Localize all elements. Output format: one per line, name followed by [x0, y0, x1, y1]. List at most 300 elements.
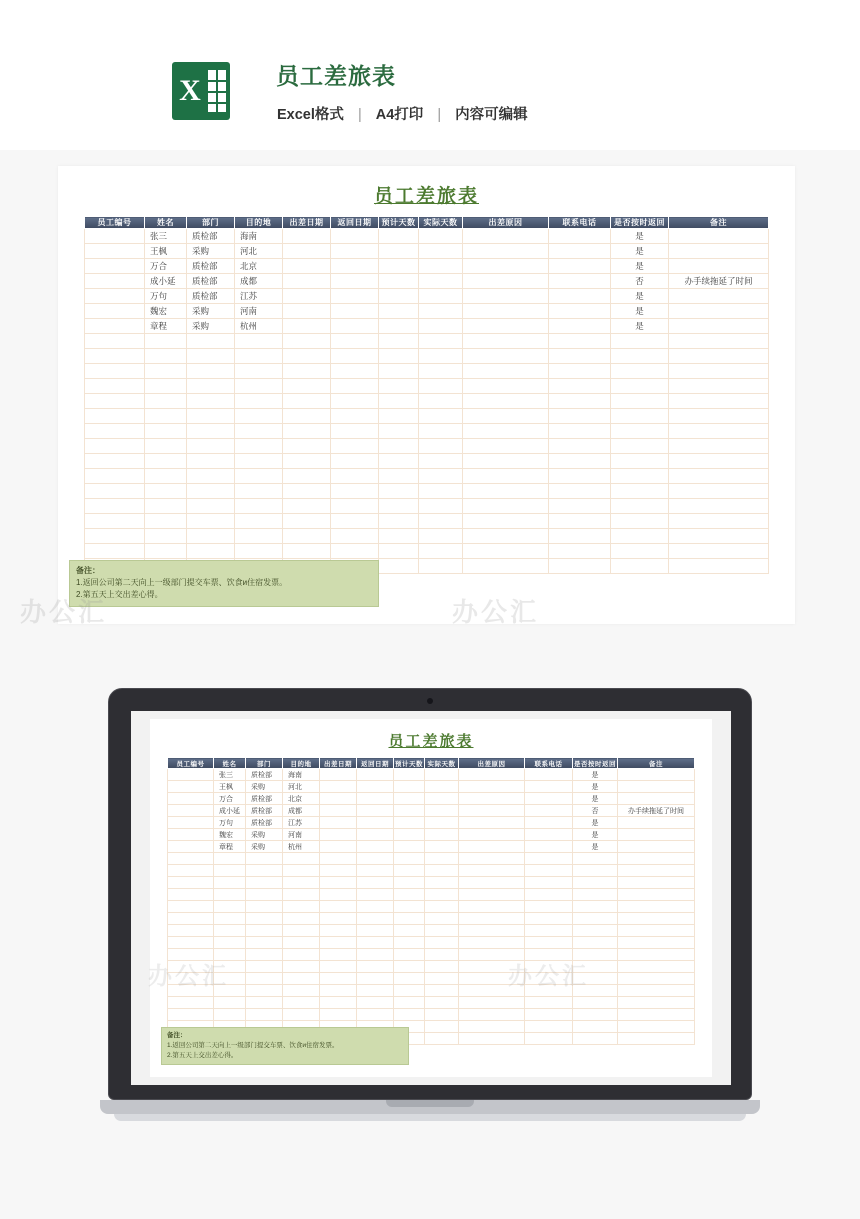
table-row-empty[interactable] — [168, 937, 695, 949]
table-cell-empty[interactable] — [573, 949, 618, 961]
table-cell-empty[interactable] — [246, 949, 283, 961]
table-cell-empty[interactable] — [283, 901, 320, 913]
table-cell-on_time[interactable]: 否 — [611, 274, 669, 289]
table-cell-empty[interactable] — [235, 439, 283, 454]
table-cell-plan_days[interactable] — [379, 229, 419, 244]
table-cell-empty[interactable] — [463, 454, 549, 469]
table-cell-empty[interactable] — [320, 985, 357, 997]
table-cell-empty[interactable] — [187, 529, 235, 544]
table-cell-plan_days[interactable] — [379, 244, 419, 259]
table-row-empty[interactable] — [85, 394, 769, 409]
table-cell-empty[interactable] — [419, 529, 463, 544]
table-cell-empty[interactable] — [549, 469, 611, 484]
table-cell-empty[interactable] — [187, 349, 235, 364]
table-cell-empty[interactable] — [463, 349, 549, 364]
table-cell-empty[interactable] — [320, 937, 357, 949]
table-cell-on_time[interactable]: 是 — [573, 817, 618, 829]
table-cell-dest[interactable]: 河南 — [235, 304, 283, 319]
table-cell-id[interactable] — [85, 304, 145, 319]
table-cell-empty[interactable] — [425, 985, 459, 997]
table-cell-empty[interactable] — [525, 901, 573, 913]
table-cell-empty[interactable] — [611, 364, 669, 379]
table-cell-empty[interactable] — [235, 349, 283, 364]
table-cell-empty[interactable] — [214, 973, 246, 985]
table-row-empty[interactable] — [85, 334, 769, 349]
table-cell-start[interactable] — [320, 817, 357, 829]
table-cell-empty[interactable] — [459, 997, 525, 1009]
table-cell-empty[interactable] — [669, 469, 769, 484]
table-cell-empty[interactable] — [168, 853, 214, 865]
table-cell-empty[interactable] — [214, 865, 246, 877]
table-cell-empty[interactable] — [573, 985, 618, 997]
table-cell-empty[interactable] — [320, 949, 357, 961]
table-cell-empty[interactable] — [357, 853, 394, 865]
table-cell-dept[interactable]: 采购 — [187, 319, 235, 334]
table-cell-empty[interactable] — [214, 925, 246, 937]
table-cell-dept[interactable]: 采购 — [246, 829, 283, 841]
table-cell-empty[interactable] — [379, 514, 419, 529]
table-cell-empty[interactable] — [283, 913, 320, 925]
table-cell-empty[interactable] — [549, 484, 611, 499]
table-cell-empty[interactable] — [214, 997, 246, 1009]
table-cell-empty[interactable] — [246, 961, 283, 973]
table-cell-empty[interactable] — [85, 469, 145, 484]
table-cell-empty[interactable] — [357, 913, 394, 925]
table-cell-empty[interactable] — [463, 424, 549, 439]
table-cell-reason[interactable] — [459, 793, 525, 805]
table-cell-empty[interactable] — [549, 424, 611, 439]
table-cell-empty[interactable] — [394, 985, 425, 997]
table-cell-empty[interactable] — [419, 439, 463, 454]
table-cell-name[interactable]: 张三 — [145, 229, 187, 244]
table-cell-empty[interactable] — [168, 913, 214, 925]
table-cell-empty[interactable] — [331, 544, 379, 559]
table-cell-empty[interactable] — [235, 334, 283, 349]
table-cell-plan_days[interactable] — [394, 829, 425, 841]
table-cell-empty[interactable] — [463, 409, 549, 424]
table-cell-empty[interactable] — [331, 529, 379, 544]
table-cell-id[interactable] — [168, 829, 214, 841]
table-cell-empty[interactable] — [425, 1033, 459, 1045]
table-cell-dept[interactable]: 采购 — [187, 304, 235, 319]
table-cell-empty[interactable] — [187, 514, 235, 529]
table-cell-empty[interactable] — [425, 913, 459, 925]
table-cell-empty[interactable] — [611, 559, 669, 574]
table-cell-name[interactable]: 章程 — [214, 841, 246, 853]
table-cell-empty[interactable] — [246, 877, 283, 889]
table-cell-remark[interactable] — [669, 244, 769, 259]
table-cell-empty[interactable] — [331, 349, 379, 364]
table-cell-end[interactable] — [357, 781, 394, 793]
table-cell-dest[interactable]: 海南 — [283, 769, 320, 781]
table-cell-remark[interactable]: 办手续拖延了时间 — [669, 274, 769, 289]
table-cell-dest[interactable]: 河北 — [235, 244, 283, 259]
table-cell-empty[interactable] — [419, 469, 463, 484]
table-cell-plan_days[interactable] — [394, 805, 425, 817]
table-cell-remark[interactable] — [618, 781, 695, 793]
table-cell-remark[interactable]: 办手续拖延了时间 — [618, 805, 695, 817]
table-cell-empty[interactable] — [246, 973, 283, 985]
table-cell-empty[interactable] — [214, 1009, 246, 1021]
table-cell-phone[interactable] — [525, 829, 573, 841]
table-cell-empty[interactable] — [283, 499, 331, 514]
table-cell-name[interactable]: 张三 — [214, 769, 246, 781]
table-cell-plan_days[interactable] — [394, 793, 425, 805]
table-cell-empty[interactable] — [463, 499, 549, 514]
table-cell-empty[interactable] — [618, 1009, 695, 1021]
table-cell-empty[interactable] — [463, 559, 549, 574]
table-row[interactable] — [168, 805, 695, 817]
table-cell-start[interactable] — [320, 805, 357, 817]
table-cell-empty[interactable] — [246, 997, 283, 1009]
table-cell-empty[interactable] — [669, 394, 769, 409]
table-cell-end[interactable] — [331, 244, 379, 259]
table-cell-empty[interactable] — [394, 853, 425, 865]
table-cell-empty[interactable] — [611, 499, 669, 514]
table-cell-empty[interactable] — [549, 499, 611, 514]
table-row[interactable] — [168, 841, 695, 853]
table-cell-empty[interactable] — [669, 529, 769, 544]
table-row[interactable] — [85, 229, 769, 244]
table-cell-empty[interactable] — [331, 499, 379, 514]
table-row[interactable] — [168, 793, 695, 805]
table-cell-remark[interactable] — [618, 841, 695, 853]
table-cell-empty[interactable] — [425, 997, 459, 1009]
table-cell-empty[interactable] — [611, 484, 669, 499]
table-cell-empty[interactable] — [379, 424, 419, 439]
table-cell-on_time[interactable]: 是 — [573, 793, 618, 805]
table-row-empty[interactable] — [85, 439, 769, 454]
table-cell-empty[interactable] — [235, 394, 283, 409]
table-cell-dept[interactable]: 质检部 — [187, 289, 235, 304]
table-cell-dept[interactable]: 采购 — [246, 841, 283, 853]
table-cell-empty[interactable] — [618, 949, 695, 961]
table-cell-empty[interactable] — [425, 925, 459, 937]
table-cell-plan_days[interactable] — [379, 319, 419, 334]
table-cell-empty[interactable] — [187, 499, 235, 514]
table-cell-empty[interactable] — [357, 949, 394, 961]
table-cell-empty[interactable] — [618, 889, 695, 901]
table-cell-empty[interactable] — [145, 394, 187, 409]
table-cell-empty[interactable] — [145, 379, 187, 394]
table-cell-reason[interactable] — [459, 781, 525, 793]
table-cell-on_time[interactable]: 是 — [573, 769, 618, 781]
table-cell-empty[interactable] — [618, 913, 695, 925]
table-cell-empty[interactable] — [618, 853, 695, 865]
table-cell-empty[interactable] — [611, 469, 669, 484]
table-cell-phone[interactable] — [549, 319, 611, 334]
table-cell-empty[interactable] — [320, 853, 357, 865]
table-cell-empty[interactable] — [611, 544, 669, 559]
table-cell-id[interactable] — [85, 274, 145, 289]
table-cell-real_days[interactable] — [419, 274, 463, 289]
table-cell-plan_days[interactable] — [379, 289, 419, 304]
table-cell-empty[interactable] — [463, 514, 549, 529]
table-cell-dest[interactable]: 北京 — [283, 793, 320, 805]
table-cell-empty[interactable] — [145, 544, 187, 559]
table-cell-dest[interactable]: 江苏 — [283, 817, 320, 829]
table-cell-empty[interactable] — [187, 439, 235, 454]
table-cell-empty[interactable] — [549, 394, 611, 409]
table-cell-empty[interactable] — [525, 997, 573, 1009]
table-cell-id[interactable] — [85, 319, 145, 334]
table-cell-name[interactable]: 万合 — [145, 259, 187, 274]
table-cell-empty[interactable] — [573, 853, 618, 865]
table-cell-id[interactable] — [168, 805, 214, 817]
table-cell-dept[interactable]: 质检部 — [246, 793, 283, 805]
table-row-empty[interactable] — [85, 484, 769, 499]
table-cell-empty[interactable] — [669, 514, 769, 529]
table-cell-empty[interactable] — [669, 559, 769, 574]
table-row-empty[interactable] — [85, 499, 769, 514]
table-cell-name[interactable]: 万合 — [214, 793, 246, 805]
table-cell-empty[interactable] — [669, 484, 769, 499]
table-cell-reason[interactable] — [463, 319, 549, 334]
table-cell-empty[interactable] — [168, 877, 214, 889]
table-cell-remark[interactable] — [669, 229, 769, 244]
table-cell-empty[interactable] — [573, 1021, 618, 1033]
table-cell-empty[interactable] — [525, 1033, 573, 1045]
table-cell-phone[interactable] — [525, 805, 573, 817]
table-cell-empty[interactable] — [246, 889, 283, 901]
table-cell-empty[interactable] — [549, 349, 611, 364]
table-cell-end[interactable] — [357, 769, 394, 781]
table-cell-empty[interactable] — [145, 484, 187, 499]
table-cell-empty[interactable] — [394, 901, 425, 913]
table-cell-empty[interactable] — [235, 544, 283, 559]
table-row-empty[interactable] — [85, 469, 769, 484]
table-cell-dest[interactable]: 北京 — [235, 259, 283, 274]
table-cell-real_days[interactable] — [419, 319, 463, 334]
table-cell-empty[interactable] — [85, 514, 145, 529]
table-cell-empty[interactable] — [379, 394, 419, 409]
table-cell-empty[interactable] — [525, 1021, 573, 1033]
table-cell-phone[interactable] — [525, 817, 573, 829]
table-cell-empty[interactable] — [459, 925, 525, 937]
table-cell-real_days[interactable] — [419, 259, 463, 274]
table-row-empty[interactable] — [85, 544, 769, 559]
table-cell-end[interactable] — [331, 274, 379, 289]
table-cell-dest[interactable]: 成都 — [235, 274, 283, 289]
table-cell-dest[interactable]: 河北 — [283, 781, 320, 793]
table-cell-phone[interactable] — [549, 244, 611, 259]
table-row[interactable] — [85, 304, 769, 319]
table-cell-empty[interactable] — [419, 409, 463, 424]
table-cell-empty[interactable] — [459, 865, 525, 877]
table-cell-empty[interactable] — [145, 334, 187, 349]
table-cell-empty[interactable] — [618, 997, 695, 1009]
table-cell-empty[interactable] — [549, 364, 611, 379]
table-cell-end[interactable] — [331, 229, 379, 244]
table-row-empty[interactable] — [85, 409, 769, 424]
table-cell-start[interactable] — [283, 319, 331, 334]
table-cell-empty[interactable] — [283, 454, 331, 469]
table-cell-empty[interactable] — [419, 394, 463, 409]
table-cell-id[interactable] — [168, 781, 214, 793]
table-cell-empty[interactable] — [419, 334, 463, 349]
table-cell-empty[interactable] — [459, 961, 525, 973]
table-cell-empty[interactable] — [145, 529, 187, 544]
table-cell-end[interactable] — [357, 805, 394, 817]
table-cell-empty[interactable] — [394, 1009, 425, 1021]
table-cell-real_days[interactable] — [425, 841, 459, 853]
table-cell-empty[interactable] — [463, 364, 549, 379]
table-cell-empty[interactable] — [525, 889, 573, 901]
table-cell-empty[interactable] — [425, 937, 459, 949]
table-cell-start[interactable] — [320, 781, 357, 793]
table-cell-empty[interactable] — [525, 853, 573, 865]
table-cell-name[interactable]: 成小延 — [214, 805, 246, 817]
table-cell-empty[interactable] — [618, 985, 695, 997]
table-cell-on_time[interactable]: 是 — [611, 304, 669, 319]
table-cell-empty[interactable] — [320, 901, 357, 913]
table-cell-dept[interactable]: 质检部 — [187, 274, 235, 289]
table-cell-empty[interactable] — [283, 973, 320, 985]
table-cell-empty[interactable] — [145, 514, 187, 529]
table-cell-real_days[interactable] — [419, 289, 463, 304]
table-cell-remark[interactable] — [618, 829, 695, 841]
table-cell-empty[interactable] — [168, 973, 214, 985]
table-cell-real_days[interactable] — [425, 769, 459, 781]
table-cell-empty[interactable] — [283, 877, 320, 889]
table-cell-empty[interactable] — [611, 334, 669, 349]
table-cell-start[interactable] — [283, 304, 331, 319]
table-cell-empty[interactable] — [145, 469, 187, 484]
table-cell-start[interactable] — [320, 769, 357, 781]
table-cell-empty[interactable] — [187, 409, 235, 424]
table-cell-empty[interactable] — [283, 925, 320, 937]
table-cell-empty[interactable] — [419, 424, 463, 439]
table-cell-empty[interactable] — [214, 961, 246, 973]
table-cell-empty[interactable] — [357, 877, 394, 889]
table-cell-empty[interactable] — [379, 484, 419, 499]
table-cell-on_time[interactable]: 是 — [611, 244, 669, 259]
table-cell-dept[interactable]: 采购 — [246, 781, 283, 793]
table-cell-empty[interactable] — [463, 484, 549, 499]
table-cell-empty[interactable] — [669, 424, 769, 439]
table-cell-empty[interactable] — [235, 454, 283, 469]
table-row-empty[interactable] — [168, 925, 695, 937]
table-cell-id[interactable] — [85, 229, 145, 244]
table-cell-id[interactable] — [168, 793, 214, 805]
table-cell-reason[interactable] — [459, 769, 525, 781]
table-cell-empty[interactable] — [419, 379, 463, 394]
table-cell-dest[interactable]: 杭州 — [283, 841, 320, 853]
table-cell-empty[interactable] — [246, 913, 283, 925]
table-cell-empty[interactable] — [85, 454, 145, 469]
table-cell-on_time[interactable]: 是 — [611, 289, 669, 304]
table-cell-empty[interactable] — [85, 544, 145, 559]
table-cell-dest[interactable]: 海南 — [235, 229, 283, 244]
table-cell-empty[interactable] — [283, 439, 331, 454]
table-cell-empty[interactable] — [425, 973, 459, 985]
table-cell-empty[interactable] — [611, 424, 669, 439]
table-cell-empty[interactable] — [214, 985, 246, 997]
table-row-empty[interactable] — [168, 889, 695, 901]
table-row-empty[interactable] — [85, 379, 769, 394]
table-cell-dept[interactable]: 质检部 — [246, 817, 283, 829]
table-cell-empty[interactable] — [235, 484, 283, 499]
table-cell-empty[interactable] — [525, 973, 573, 985]
table-cell-empty[interactable] — [611, 514, 669, 529]
table-cell-empty[interactable] — [85, 409, 145, 424]
table-cell-empty[interactable] — [320, 865, 357, 877]
table-cell-empty[interactable] — [394, 937, 425, 949]
table-row[interactable] — [168, 829, 695, 841]
table-cell-start[interactable] — [320, 793, 357, 805]
table-cell-empty[interactable] — [379, 529, 419, 544]
table-cell-empty[interactable] — [394, 997, 425, 1009]
table-cell-empty[interactable] — [425, 889, 459, 901]
table-cell-empty[interactable] — [618, 925, 695, 937]
table-cell-plan_days[interactable] — [394, 769, 425, 781]
table-cell-empty[interactable] — [549, 559, 611, 574]
table-cell-empty[interactable] — [168, 997, 214, 1009]
table-cell-reason[interactable] — [459, 829, 525, 841]
table-cell-empty[interactable] — [283, 379, 331, 394]
table-cell-empty[interactable] — [425, 949, 459, 961]
table-cell-empty[interactable] — [573, 865, 618, 877]
table-cell-plan_days[interactable] — [379, 259, 419, 274]
table-row-empty[interactable] — [168, 985, 695, 997]
table-cell-start[interactable] — [283, 259, 331, 274]
table-cell-empty[interactable] — [611, 409, 669, 424]
table-row[interactable] — [85, 259, 769, 274]
table-cell-id[interactable] — [168, 817, 214, 829]
table-cell-empty[interactable] — [283, 853, 320, 865]
table-row-empty[interactable] — [168, 997, 695, 1009]
table-cell-empty[interactable] — [549, 334, 611, 349]
table-cell-empty[interactable] — [394, 949, 425, 961]
table-cell-dest[interactable]: 成都 — [283, 805, 320, 817]
table-row-empty[interactable] — [85, 364, 769, 379]
table-cell-empty[interactable] — [425, 1009, 459, 1021]
table-cell-empty[interactable] — [214, 901, 246, 913]
table-row-empty[interactable] — [85, 424, 769, 439]
table-cell-empty[interactable] — [283, 409, 331, 424]
table-cell-empty[interactable] — [379, 559, 419, 574]
table-cell-empty[interactable] — [320, 1009, 357, 1021]
table-cell-remark[interactable] — [618, 793, 695, 805]
table-cell-empty[interactable] — [459, 913, 525, 925]
table-cell-empty[interactable] — [463, 394, 549, 409]
table-cell-dept[interactable]: 质检部 — [246, 769, 283, 781]
table-cell-empty[interactable] — [394, 973, 425, 985]
table-cell-empty[interactable] — [669, 379, 769, 394]
table-cell-empty[interactable] — [419, 559, 463, 574]
table-row-empty[interactable] — [168, 853, 695, 865]
table-cell-empty[interactable] — [246, 925, 283, 937]
table-cell-empty[interactable] — [283, 334, 331, 349]
table-cell-empty[interactable] — [168, 865, 214, 877]
table-cell-empty[interactable] — [573, 925, 618, 937]
table-cell-real_days[interactable] — [419, 229, 463, 244]
table-cell-empty[interactable] — [379, 349, 419, 364]
table-cell-empty[interactable] — [145, 424, 187, 439]
table-cell-dest[interactable]: 杭州 — [235, 319, 283, 334]
table-cell-empty[interactable] — [85, 499, 145, 514]
table-cell-empty[interactable] — [357, 997, 394, 1009]
table-cell-empty[interactable] — [419, 514, 463, 529]
table-cell-reason[interactable] — [463, 304, 549, 319]
table-cell-end[interactable] — [331, 259, 379, 274]
table-row-empty[interactable] — [168, 865, 695, 877]
table-cell-empty[interactable] — [611, 454, 669, 469]
table-cell-name[interactable]: 王枫 — [145, 244, 187, 259]
table-cell-empty[interactable] — [246, 985, 283, 997]
table-cell-empty[interactable] — [425, 901, 459, 913]
table-cell-empty[interactable] — [394, 877, 425, 889]
